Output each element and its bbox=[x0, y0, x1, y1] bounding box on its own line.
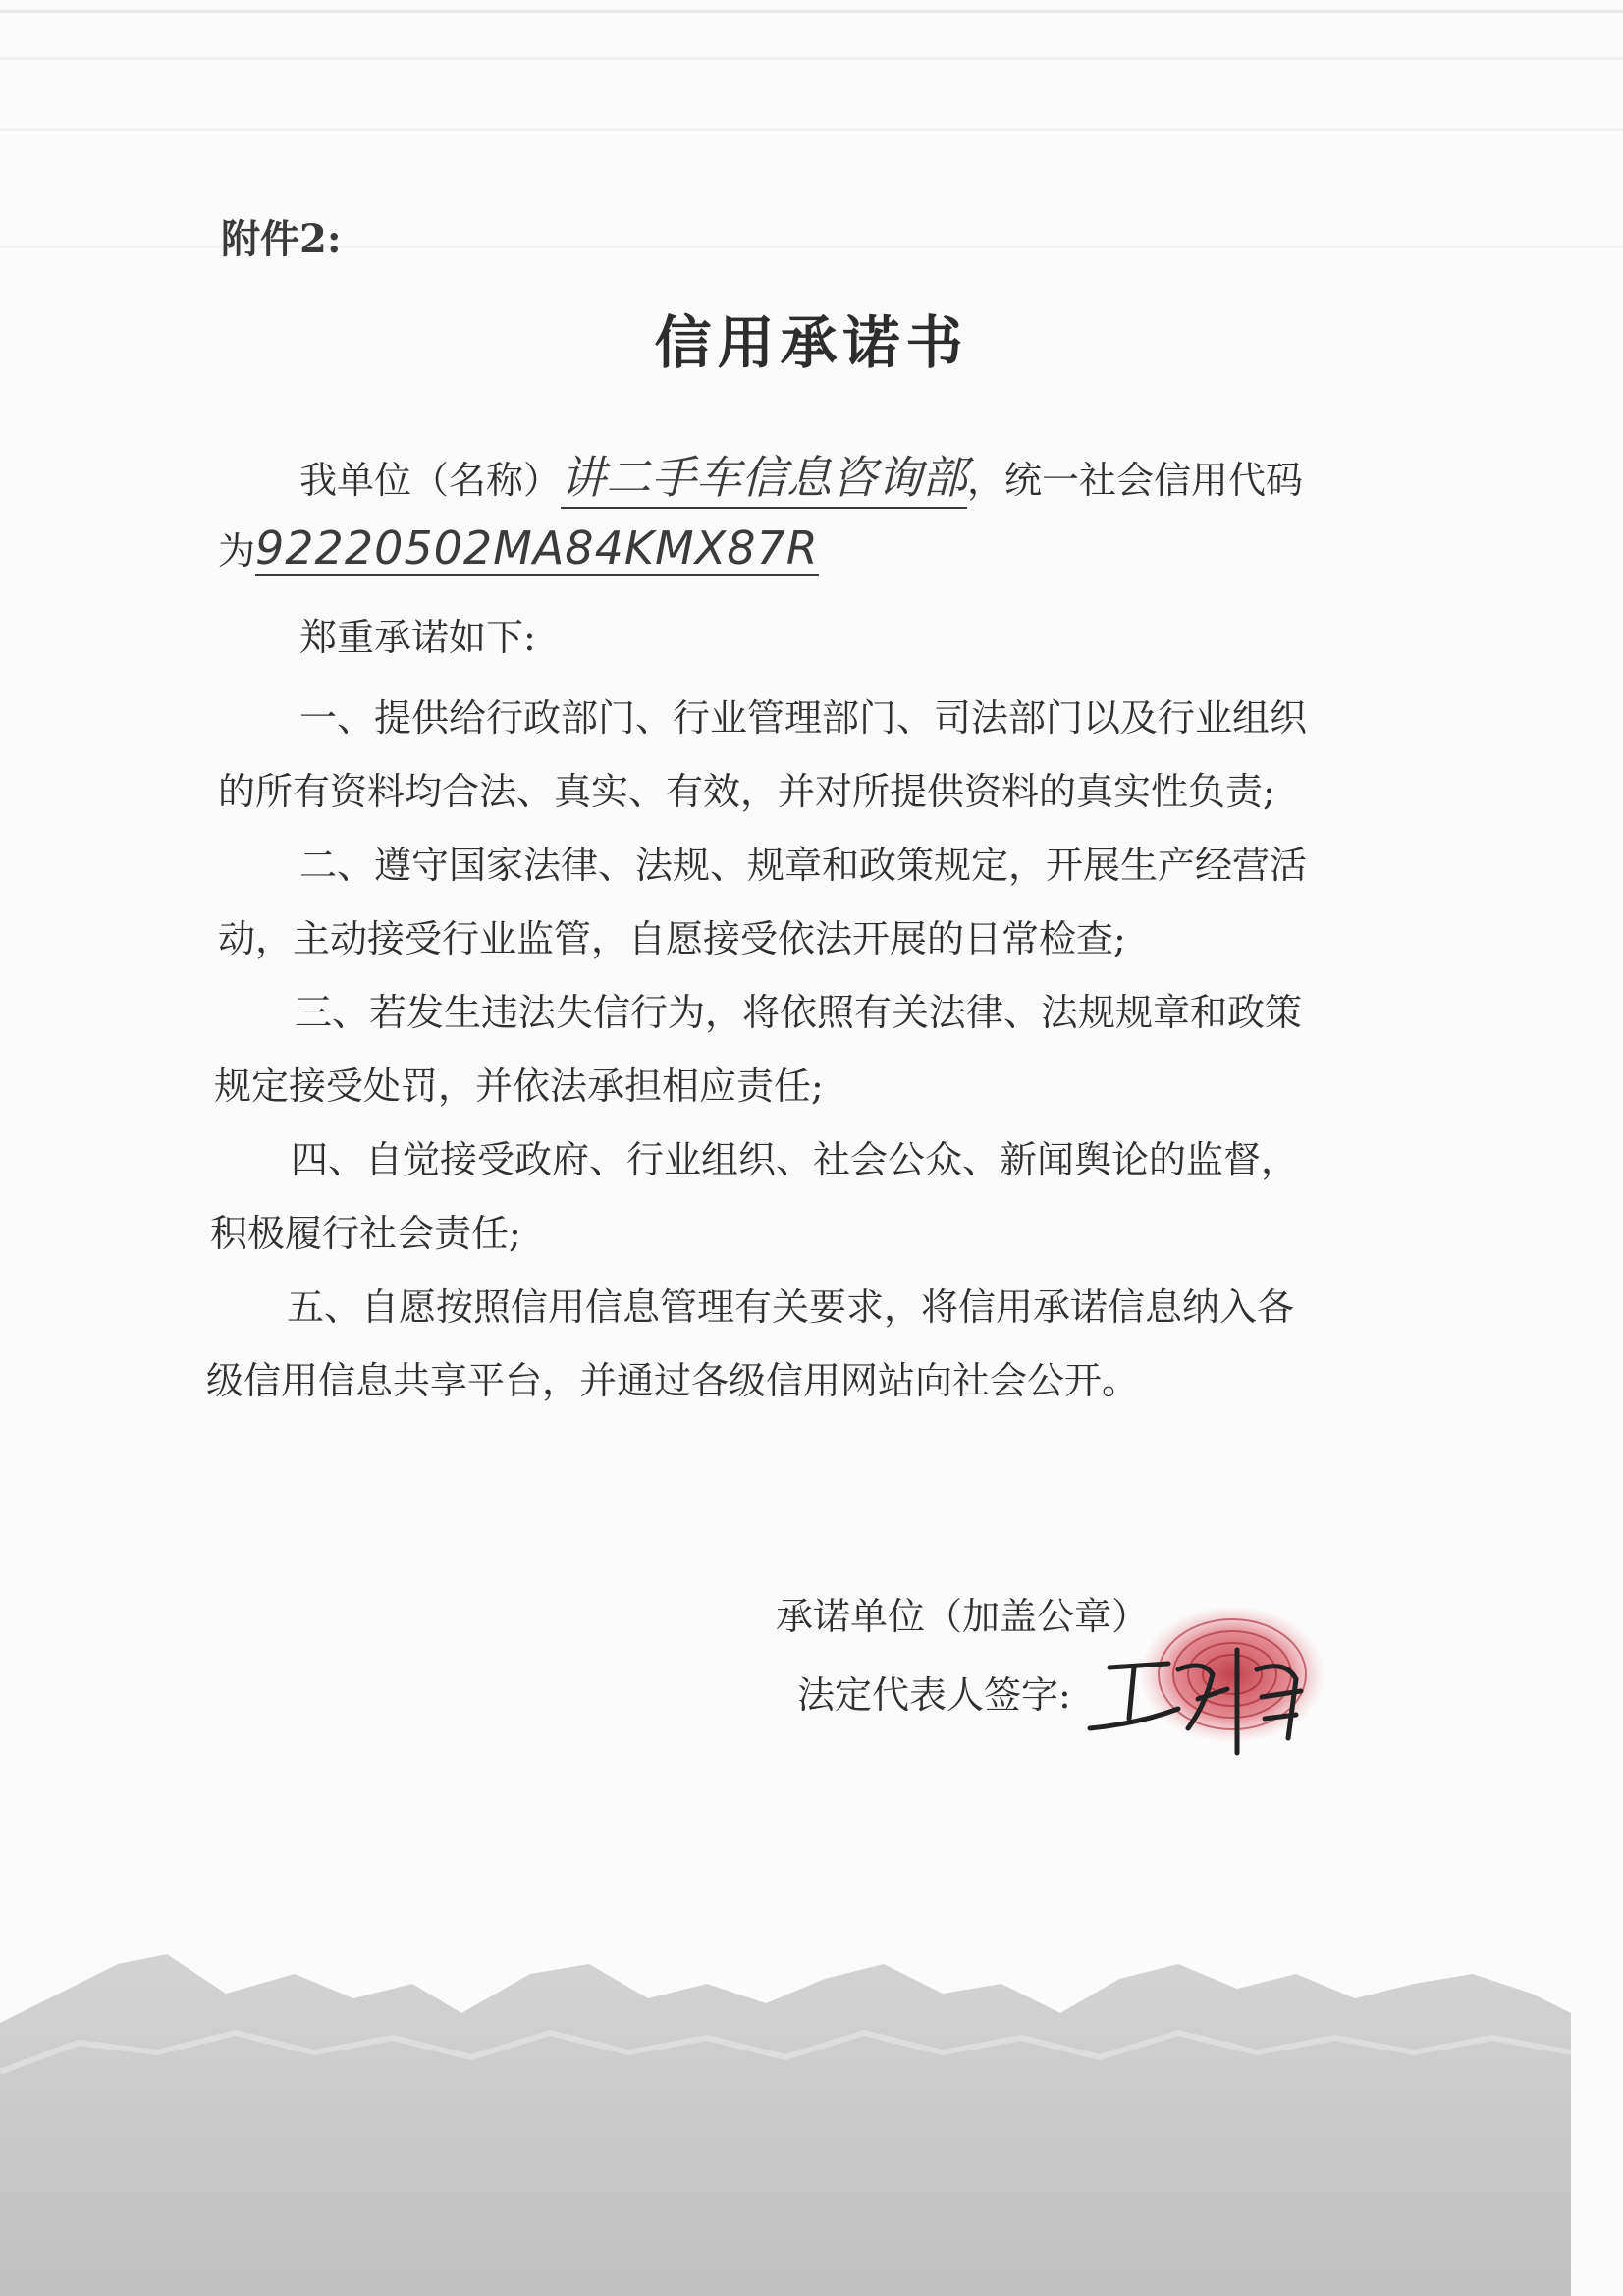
signer-rep-label: 法定代表人签字: bbox=[797, 1673, 1071, 1717]
clause-4-line-1: 四、自觉接受政府、行业组织、社会公众、新闻舆论的监督， bbox=[291, 1138, 1299, 1181]
signer-unit-label: 承诺单位（加盖公章） bbox=[776, 1595, 1150, 1638]
code-prefix: 为 bbox=[218, 529, 256, 573]
intro-line bbox=[299, 442, 1303, 509]
company-name-handwritten: 讲二手车信息咨询部 bbox=[561, 442, 967, 509]
intro-prefix: 我单位（名称） bbox=[299, 459, 562, 502]
clause-3-line-2: 规定接受处罚，并依法承担相应责任; bbox=[214, 1065, 824, 1108]
clause-5-line-1: 五、自愿按照信用信息管理有关要求，将信用承诺信息纳入各 bbox=[287, 1285, 1295, 1329]
scan-streak bbox=[0, 57, 1623, 60]
scan-streak bbox=[0, 10, 1623, 13]
clause-2-line-1: 二、遵守国家法律、法规、规章和政策规定，开展生产经营活 bbox=[299, 844, 1308, 887]
background-watermark-band bbox=[0, 1905, 1623, 2296]
credit-code-handwritten: 92220502MA84KMX87R bbox=[255, 521, 819, 574]
clause-4-line-2: 积极履行社会责任; bbox=[210, 1212, 521, 1255]
scan-streak bbox=[0, 128, 1623, 131]
attachment-label: 附件2: bbox=[221, 216, 342, 262]
intro-suffix: ，统一社会信用代码 bbox=[967, 459, 1304, 502]
clause-5-line-2: 级信用信息共享平台，并通过各级信用网站向社会公开。 bbox=[206, 1359, 1140, 1402]
solemn-line: 郑重承诺如下: bbox=[299, 616, 536, 659]
clause-2-line-2: 动，主动接受行业监管，自愿接受依法开展的日常检查; bbox=[218, 917, 1126, 960]
clause-1-line-2: 的所有资料均合法、真实、有效，并对所提供资料的真实性负责; bbox=[218, 770, 1275, 813]
clause-1-line-1: 一、提供给行政部门、行业管理部门、司法部门以及行业组织 bbox=[299, 696, 1308, 739]
code-line bbox=[218, 520, 819, 576]
clause-3-line-1: 三、若发生违法失信行为，将依照有关法律、法规规章和政策 bbox=[295, 991, 1303, 1034]
document-title: 信用承诺书 bbox=[654, 309, 969, 376]
fingerprint-signature-graphic bbox=[1031, 1581, 1355, 1777]
fingerprint-mark bbox=[1139, 1606, 1325, 1743]
